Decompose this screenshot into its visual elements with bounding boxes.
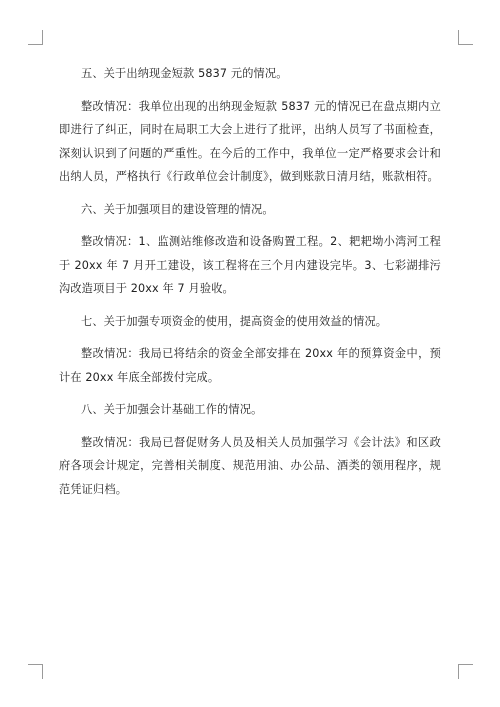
section-7-heading: 七、关于加强专项资金的使用，提高资金的使用效益的情况。	[81, 314, 388, 328]
section-7-body: 整改情况：我局已将结余的资金全部安排在 20xx 年的预算资金中，预计在 20xx 年底全部拨付完成。	[59, 347, 441, 384]
section-8-body: 整改情况：我局已督促财务人员及相关人员加强学习《会计法》和区政府各项会计规定，完善相关制度、规范用油、办公品、酒类的领用程序，规范凭证归档。	[59, 435, 441, 496]
crop-mark-bottom-left	[28, 664, 43, 679]
section-5-body: 整改情况：我单位出现的出纳现金短款 5837 元的情况已在盘点期内立即进行了纠正，同时在局职工大会上进行了批评，出纳人员写了书面检查，深刻认识到了问题的严重性。在今后的工作中，我单位一定严格要求会计和出纳人员，严格执行《行政单位会计制度》，做到账款日清月结，账款相符。	[59, 99, 441, 183]
crop-mark-top-right	[458, 30, 473, 45]
section-6-body: 整改情况：1、监测站维修改造和设备购置工程。2、耙耙坳小湾河工程于 20xx 年 7 月开工建设，该工程将在三个月内建设完毕。3、七彩湖排污沟改造项目于 20xx 年 7 月验收。	[59, 235, 441, 295]
section-5-heading: 五、关于出纳现金短款 5837 元的情况。	[81, 67, 288, 80]
document-body	[59, 62, 441, 510]
section-6-heading: 六、关于加强项目的建设管理的情况。	[81, 202, 274, 216]
section-8-heading: 八、关于加强会计基础工作的情况。	[81, 403, 263, 416]
crop-mark-top-left	[28, 30, 43, 45]
crop-mark-bottom-right	[458, 664, 473, 679]
